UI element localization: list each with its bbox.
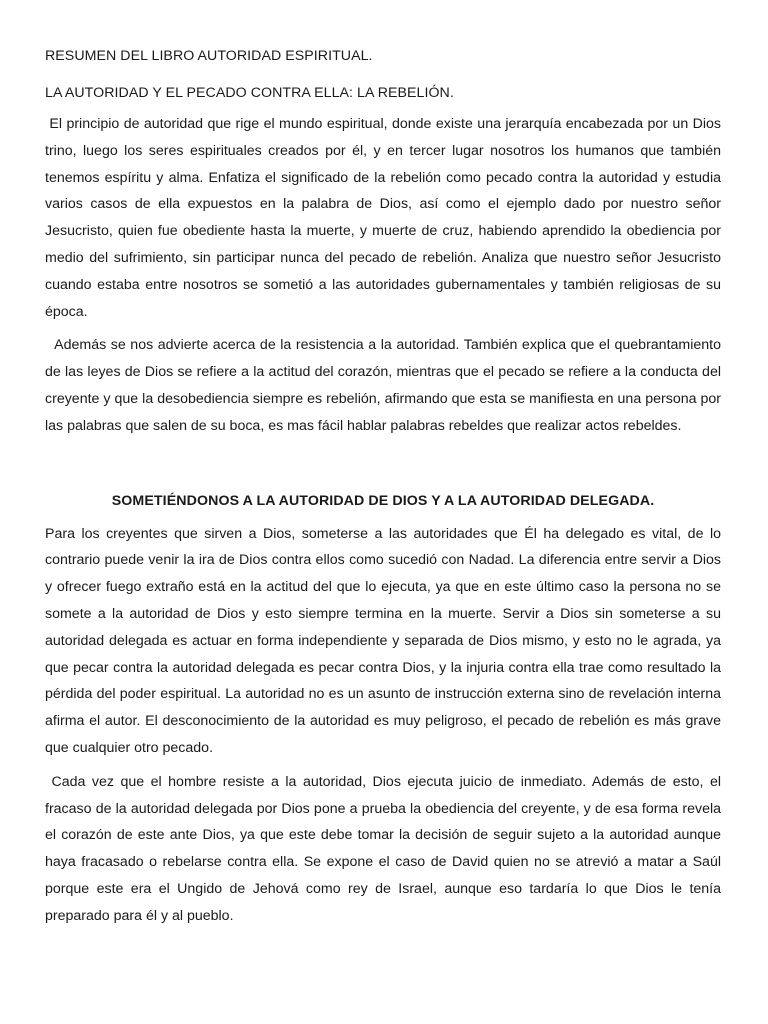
body-paragraph: Para los creyentes que sirven a Dios, someterse a las autoridades que Él ha delegado es vital, de lo contrario puede venir la ira de Dios contra ellos como sucedió con Nadad. La diferencia entre servir a Dios y ofrecer fuego extraño está en la actitud del que lo ejecuta, ya que en este último caso la persona no se somete a la autoridad de Dios y esto siempre termina en la muerte. Servir a Dios sin someterse a su autoridad delegada es actuar en forma independiente y separada de Dios mismo, y esto no le agrada, ya que pecar contra la autoridad delegada es pecar contra Dios, y la injuria contra ella trae como resultado la pérdida del poder espiritual. La autoridad no es un asunto de instrucción externa sino de revelación interna afirma el autor. El desconocimiento de la autoridad es muy peligroso, el pecado de rebelión es más grave que cualquier otro pecado. (45, 525, 725, 756)
document-page (45, 46, 725, 930)
body-paragraph: El principio de autoridad que rige el mundo espiritual, donde existe una jerarquía encabezada por un Dios trino, luego los seres espirituales creados por él, y en tercer lugar nosotros los humanos que también tenemos espíritu y alma. Enfatiza el significado de la rebelión como pecado contra la autoridad y estudia varios casos de ella expuestos en la palabra de Dios, así como el ejemplo dado por nuestro señor Jesucristo, quien fue obediente hasta la muerte, y muerte de cruz, habiendo aprendido la obediencia por medio del sufrimiento, sin participar nunca del pecado de rebelión. Analiza que nuestro señor Jesucristo cuando estaba entre nosotros se sometió a las autoridades gubernamentales y también religiosas de su época. (45, 116, 725, 320)
body-paragraph: Además se nos advierte acerca de la resistencia a la autoridad. También explica que el quebrantamiento de las leyes de Dios se refiere a la actitud del corazón, mientras que el pecado se refiere a la conducta del creyente y que la desobediencia siempre es rebelión, afirmando que esta se manifiesta en una persona por las palabras que salen de su boca, es mas fácil hablar palabras rebeldes que realizar actos rebeldes. (45, 337, 725, 434)
body-paragraph: Cada vez que el hombre resiste a la autoridad, Dios ejecuta juicio de inmediato. Además de esto, el fracaso de la autoridad delegada por Dios pone a prueba la obediencia del creyente, y de esa forma revela el corazón de este ante Dios, ya que este debe tomar la decisión de seguir sujeto a la autoridad aunque haya fracasado o rebelarse contra ella. Se expone el caso de David quien no se atrevió a matar a Saúl porque este era el Ungido de Jehová como rey de Israel, aunque eso tardaría lo que Dios le tenía preparado para él y al pueblo. (45, 773, 725, 924)
section-heading: SOMETIÉNDONOS A LA AUTORIDAD DE DIOS Y A LA AUTORIDAD DELEGADA. (111, 492, 655, 509)
document-subtitle: LA AUTORIDAD Y EL PECADO CONTRA ELLA: LA REBELIÓN. (45, 85, 454, 101)
document-title: RESUMEN DEL LIBRO AUTORIDAD ESPIRITUAL. (45, 48, 373, 64)
